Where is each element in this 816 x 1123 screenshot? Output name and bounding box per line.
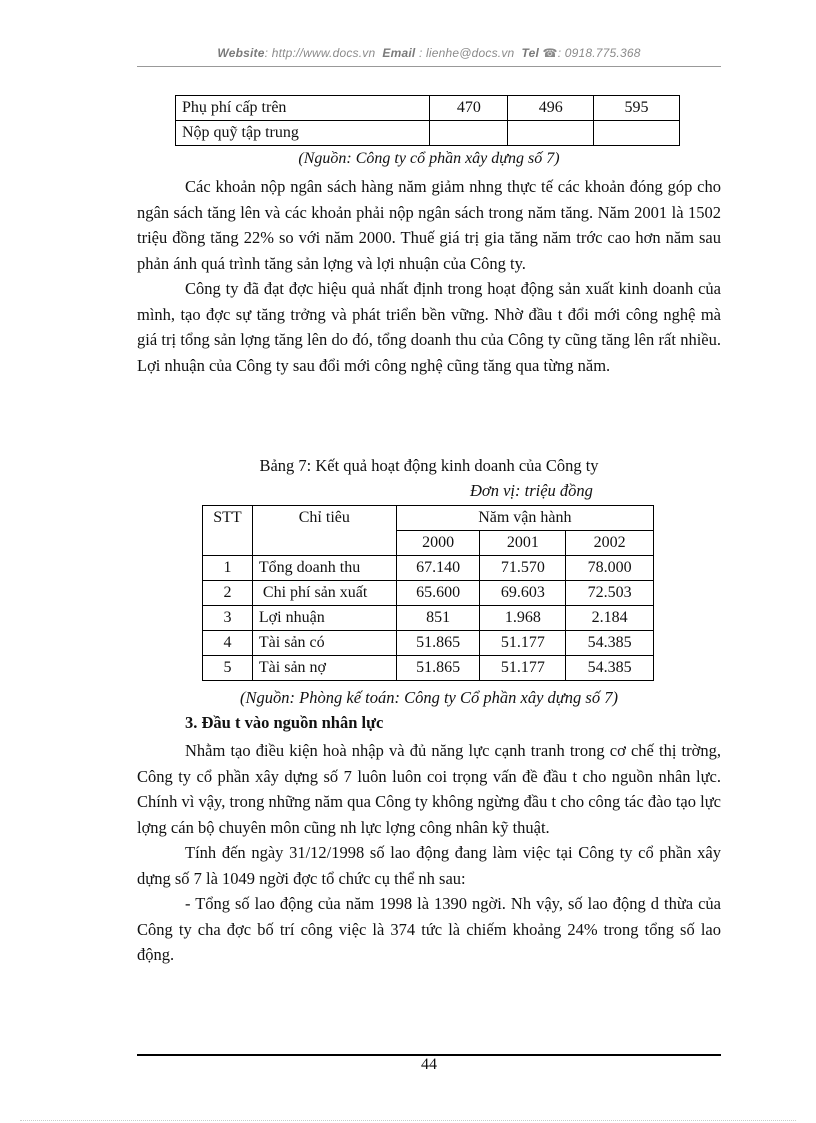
table-unit: Đơn vị: triệu đồng xyxy=(470,481,593,500)
paragraph: Các khoản nộp ngân sách hàng năm giảm nhng thực tế các khoản đóng góp cho ngân sách tăng lên và các khoản phải nộp ngân sách trong năm tăng. Năm 2001 là 1502 triệu đồng tăng 22% so với năm 2000. Thuế giá trị gia tăng năm trớc cao hơn năm sau phản ánh quá trình tăng sản lợng và lợi nhuận của Công ty. xyxy=(137,177,721,273)
business-results-table xyxy=(202,505,654,681)
table-cell: 71.570 xyxy=(480,556,566,581)
source-note-1: (Nguồn: Công ty cổ phần xây dựng số 7) xyxy=(298,150,560,167)
table-cell: 72.503 xyxy=(566,581,654,606)
table-cell xyxy=(430,121,508,146)
page-bottom-border xyxy=(20,1120,796,1121)
row-stt: 3 xyxy=(203,606,253,631)
table-cell: 51.177 xyxy=(480,656,566,681)
row-label: Chi phí sản xuất xyxy=(252,581,396,606)
table-header-row xyxy=(203,506,654,531)
table-row xyxy=(203,556,654,581)
expenses-table-continued xyxy=(175,95,680,146)
email-value: : lienhe@docs.vn xyxy=(418,46,515,60)
column-header-stt: STT xyxy=(203,506,253,556)
table-cell: 51.865 xyxy=(396,631,480,656)
source-note-2: (Nguồn: Phòng kế toán: Công ty Cổ phần xây dựng số 7) xyxy=(240,688,618,707)
phone-icon: ☎ xyxy=(542,46,558,60)
header-rule xyxy=(137,66,721,67)
body-text-2 xyxy=(137,738,721,968)
column-header-year: 2000 xyxy=(396,531,480,556)
page-header xyxy=(137,46,721,60)
row-label: Tài sản có xyxy=(252,631,396,656)
table-cell: 69.603 xyxy=(480,581,566,606)
paragraph: Nhằm tạo điều kiện hoà nhập và đủ năng lực cạnh tranh trong cơ chế thị trờng, Công ty cổ phần xây dựng số 7 luôn luôn coi trọng vấn đề đầu t cho nguồn nhân lực. Chính vì vậy, trong những năm qua Công ty không ngừng đầu t cho công tác đào tạo lực lợng cán bộ chuyên môn cũng nh lực lợng công nhân kỹ thuật. xyxy=(137,741,721,837)
table-row xyxy=(203,606,654,631)
table-row xyxy=(203,656,654,681)
table-cell: 851 xyxy=(396,606,480,631)
column-header-year: 2001 xyxy=(480,531,566,556)
row-label: Lợi nhuận xyxy=(252,606,396,631)
section-heading: 3. Đầu t vào nguồn nhân lực xyxy=(185,713,384,732)
table-cell: 2.184 xyxy=(566,606,654,631)
paragraph: Tính đến ngày 31/12/1998 số lao động đang làm việc tại Công ty cổ phần xây dựng số 7 là 1049 ngời đợc tổ chức cụ thể nh sau: xyxy=(137,843,721,888)
table-cell: 65.600 xyxy=(396,581,480,606)
row-label: Tổng doanh thu xyxy=(252,556,396,581)
row-stt: 2 xyxy=(203,581,253,606)
table-cell: 54.385 xyxy=(566,631,654,656)
table-cell: 67.140 xyxy=(396,556,480,581)
website-value: : http://www.docs.vn xyxy=(264,46,376,60)
row-label: Nộp quỹ tập trung xyxy=(176,121,430,146)
row-stt: 4 xyxy=(203,631,253,656)
row-label: Phụ phí cấp trên xyxy=(176,96,430,121)
table-cell: 470 xyxy=(430,96,508,121)
row-label: Tài sản nợ xyxy=(252,656,396,681)
table-row xyxy=(176,121,680,146)
table-cell xyxy=(594,121,680,146)
tel-label: Tel xyxy=(521,46,539,60)
row-stt: 1 xyxy=(203,556,253,581)
column-header-years: Năm vận hành xyxy=(396,506,653,531)
email-label: Email xyxy=(382,46,416,60)
table-cell: 1.968 xyxy=(480,606,566,631)
table-row xyxy=(203,581,654,606)
paragraph: Công ty đã đạt đợc hiệu quả nhất định trong hoạt động sản xuất kinh doanh của mình, tạo đợc sự tăng trởng và phát triển bền vững. Nhờ đầu t đổi mới công nghệ mà giá trị tổng sản lợng tăng lên do đó, tổng doanh thu của Công ty cũng tăng lên rất nhiều. Lợi nhuận của Công ty sau đổi mới công nghệ cũng tăng qua từng năm. xyxy=(137,279,721,375)
page-number: 44 xyxy=(421,1056,437,1073)
table-cell: 54.385 xyxy=(566,656,654,681)
table-cell: 496 xyxy=(508,96,594,121)
table-row xyxy=(176,96,680,121)
table-cell: 51.177 xyxy=(480,631,566,656)
tel-value: : 0918.775.368 xyxy=(557,46,641,60)
website-label: Website xyxy=(217,46,265,60)
table-cell: 51.865 xyxy=(396,656,480,681)
table-cell: 78.000 xyxy=(566,556,654,581)
column-header-year: 2002 xyxy=(566,531,654,556)
table-caption: Bảng 7: Kết quả hoạt động kinh doanh của Công ty xyxy=(259,456,599,475)
table-row xyxy=(203,631,654,656)
paragraph: - Tổng số lao động của năm 1998 là 1390 ngời. Nh vậy, số lao động d thừa của Công ty cha đợc bố trí công việc là 374 tức là chiếm khoảng 24% trong tổng số lao động. xyxy=(137,894,721,964)
column-header-indicator: Chỉ tiêu xyxy=(252,506,396,556)
body-text-1 xyxy=(137,174,721,378)
table-cell: 595 xyxy=(594,96,680,121)
row-stt: 5 xyxy=(203,656,253,681)
table-cell xyxy=(508,121,594,146)
